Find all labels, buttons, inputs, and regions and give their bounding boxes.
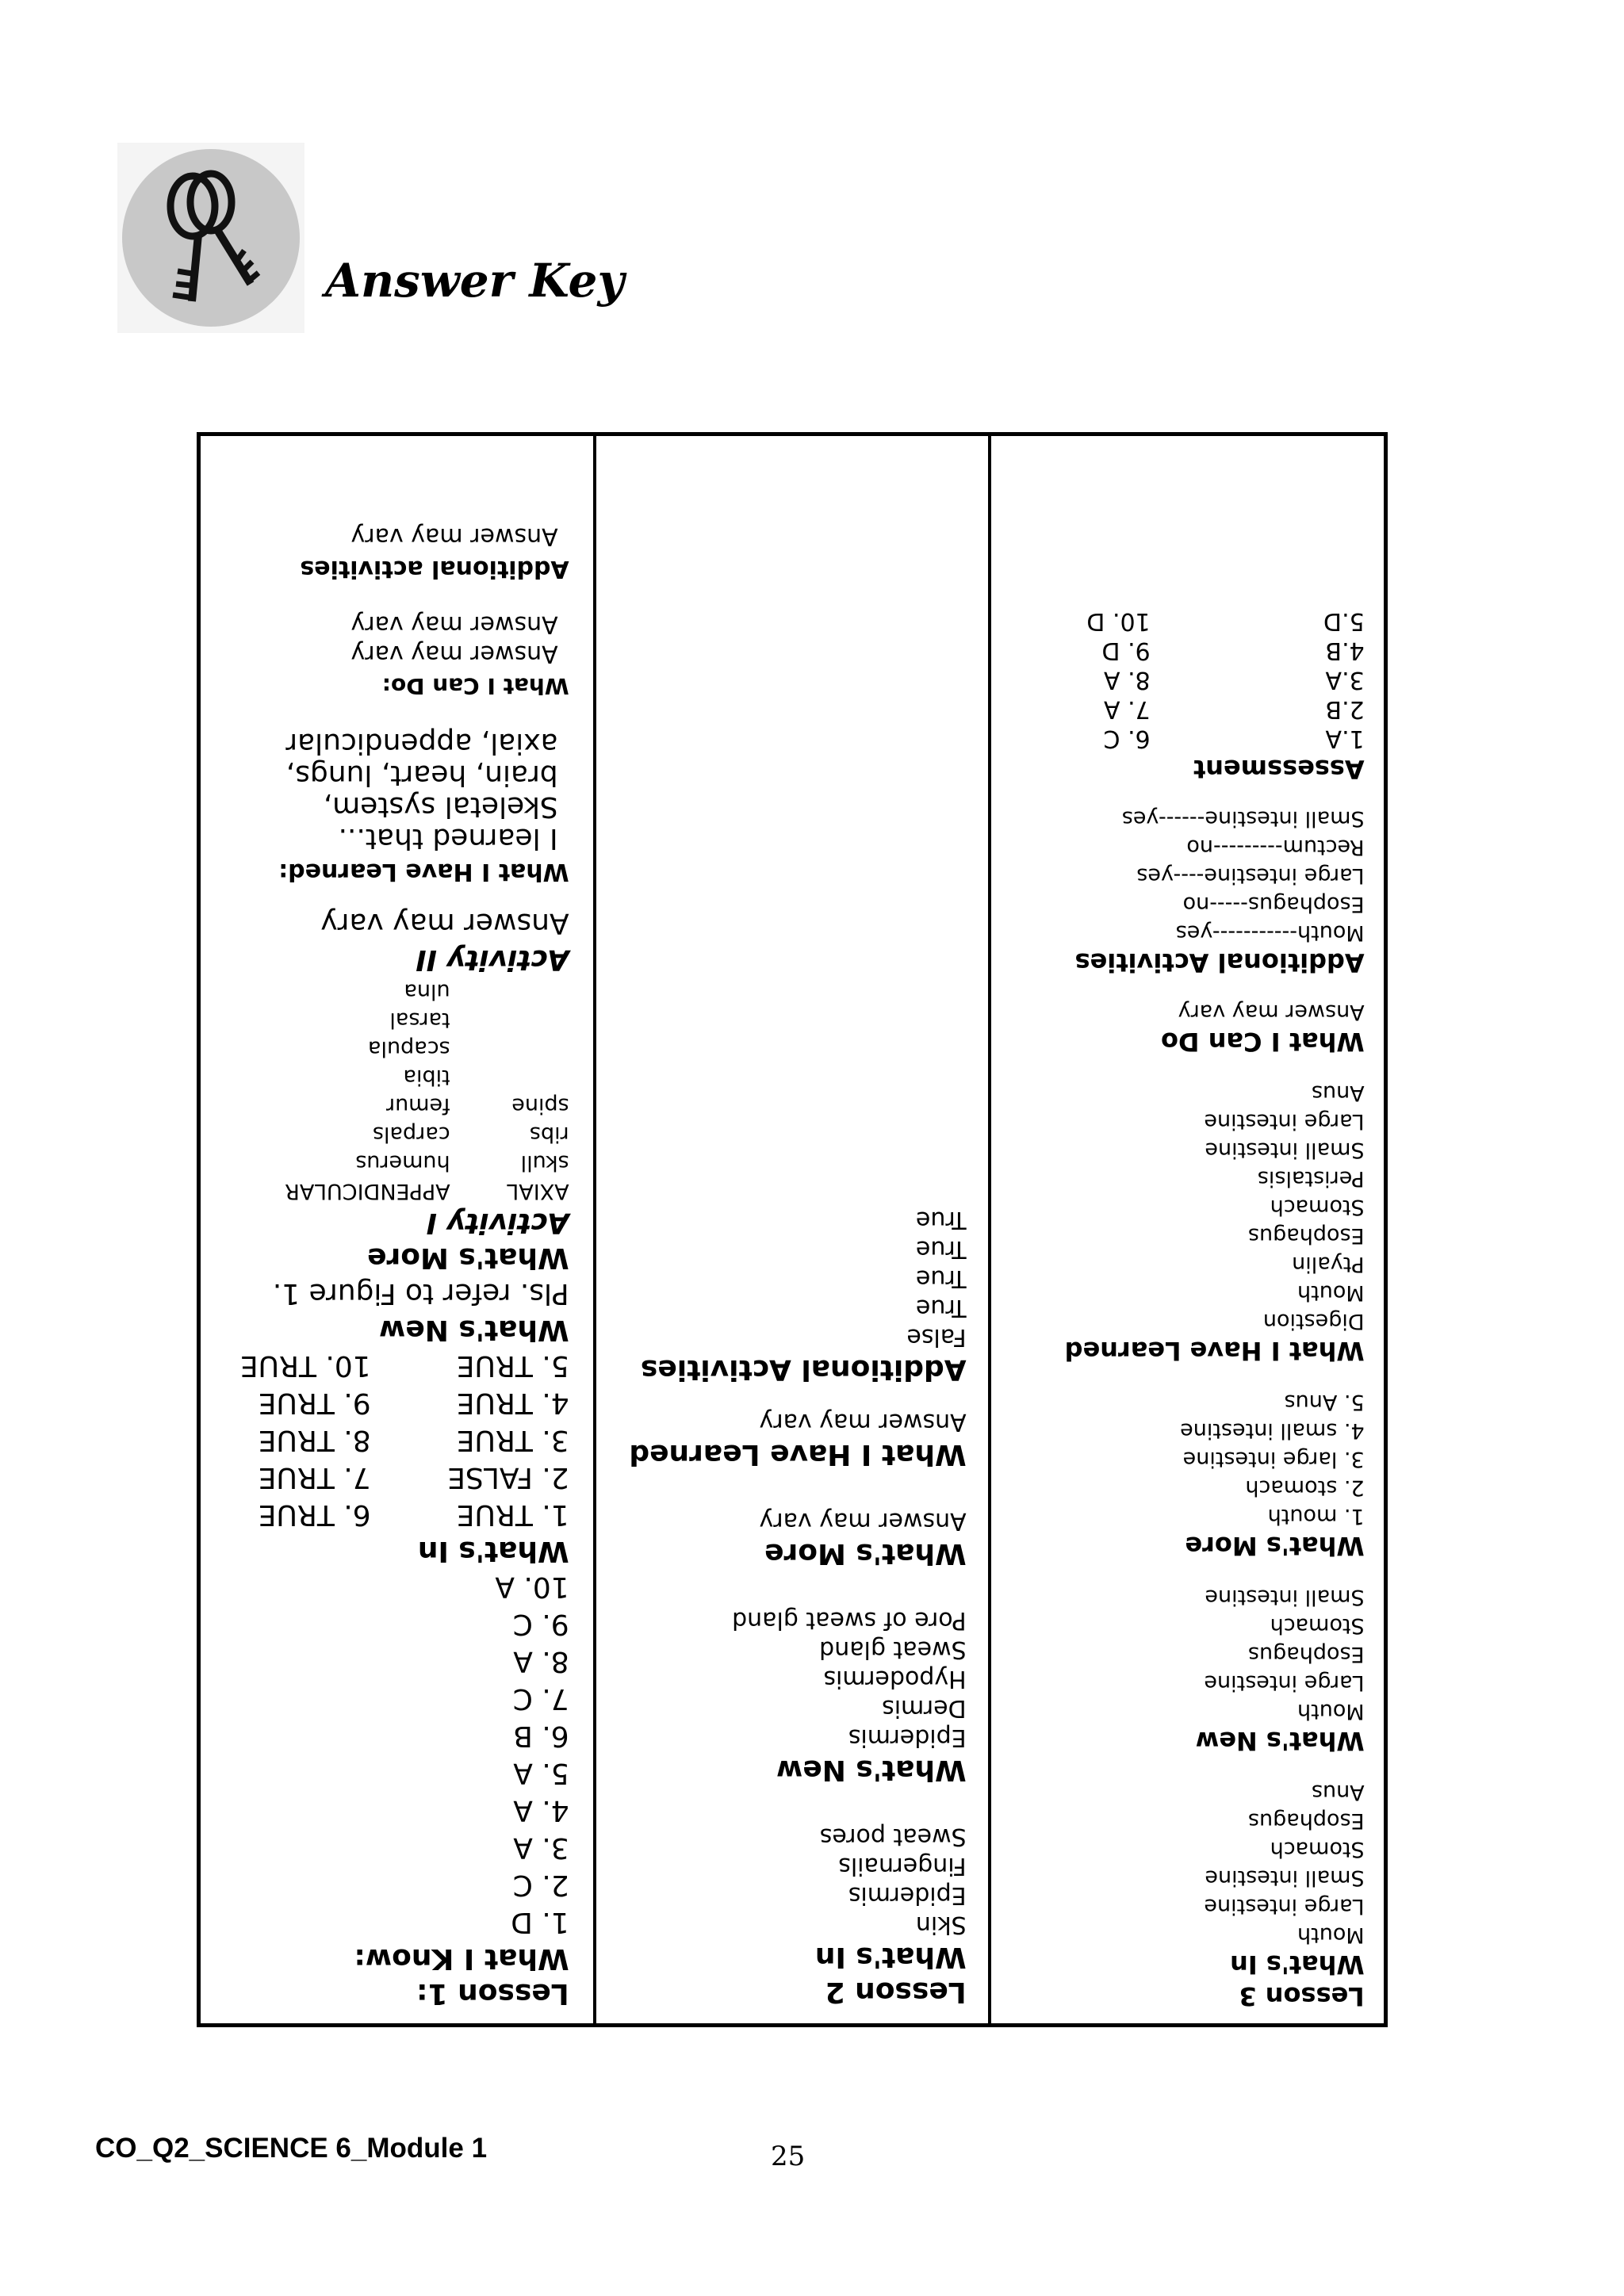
answer-line: Epidermis xyxy=(848,1724,967,1751)
answer-line: Digestion xyxy=(1263,1309,1365,1334)
answer-line: Pls. refer to Figure 1. xyxy=(272,1277,569,1310)
answer-line: 10. D xyxy=(1086,607,1151,635)
answer-line: Dermis xyxy=(881,1694,967,1722)
keys-icon xyxy=(117,143,304,333)
answer-line: 7. A xyxy=(1104,695,1151,723)
answer-line: 2. C xyxy=(512,1869,569,1901)
answer-line: Large intestine xyxy=(1204,1109,1365,1134)
answer-line: Large intestine----yes xyxy=(1136,863,1365,888)
answer-line: Small intestine xyxy=(1205,1866,1365,1890)
answer-line: Esophagus xyxy=(1248,1223,1365,1248)
section-heading: What's More xyxy=(764,1537,967,1570)
answer-line: Hypodermis xyxy=(823,1665,967,1693)
answer-line: 8. A xyxy=(1104,666,1151,694)
answer-line: 5.D xyxy=(1323,607,1365,635)
answer-line: Small intestine xyxy=(1205,1585,1365,1609)
answer-line: 3. large intestine xyxy=(1182,1447,1365,1471)
lesson-title: Lesson 3 xyxy=(1239,1981,1365,2011)
answer-key-table xyxy=(197,432,1388,2027)
answer-line: APPENDICULAR xyxy=(285,1179,450,1203)
answer-line: skull xyxy=(520,1150,569,1175)
answer-line: Small intestine------yes xyxy=(1122,806,1365,831)
answer-line: axial, appendicular xyxy=(285,727,558,760)
lesson-title: Lesson 2 xyxy=(825,1976,967,2008)
answer-line: 5. Anus xyxy=(1284,1390,1365,1414)
answer-line: Large intestine xyxy=(1204,1894,1365,1919)
answer-line: Esophagus xyxy=(1248,1808,1365,1833)
answer-line: 10. TRUE xyxy=(239,1349,371,1382)
answer-line: Esophagus-----no xyxy=(1182,892,1365,916)
answer-line: Small intestine xyxy=(1205,1138,1365,1162)
page-title: Answer Key xyxy=(325,254,625,308)
section-heading: What I Can Do: xyxy=(381,673,569,699)
answer-line: Answer may vary xyxy=(759,1408,967,1436)
answer-line: humerus xyxy=(355,1150,450,1175)
answer-line xyxy=(450,1005,569,1034)
answer-line: Mouth xyxy=(1297,1923,1365,1947)
answer-line: Stomach xyxy=(1270,1613,1365,1638)
section-heading: What I Know: xyxy=(354,1942,569,1975)
answer-line: ulna xyxy=(404,979,450,1004)
answer-line xyxy=(450,1034,569,1062)
section-heading: What's New xyxy=(1196,1726,1365,1756)
answer-line: Answer may vary xyxy=(1178,1000,1365,1024)
answer-line: True xyxy=(915,1206,967,1234)
section-heading: What's New xyxy=(776,1754,967,1786)
answer-line: Answer may vary xyxy=(350,640,558,668)
section-heading: What I Can Do xyxy=(1161,1027,1365,1057)
answer-line: Ptyalin xyxy=(1292,1252,1365,1276)
answer-line: Skin xyxy=(915,1911,967,1938)
answer-line: 3. TRUE xyxy=(456,1424,569,1456)
answer-line: 2.B xyxy=(1325,695,1365,723)
answer-line: tarsal xyxy=(389,1008,450,1032)
answer-line: 1. TRUE xyxy=(456,1498,569,1531)
page-number: 25 xyxy=(771,2141,806,2172)
lesson-3-column xyxy=(988,436,1384,2023)
section-heading: What's In xyxy=(417,1535,569,1567)
answer-line: 8. TRUE xyxy=(258,1424,371,1456)
answer-line: 4. TRUE xyxy=(456,1387,569,1419)
answer-line: 3.A xyxy=(1325,666,1365,694)
answer-line: carpals xyxy=(372,1122,450,1146)
answer-line: I learned that... xyxy=(338,822,558,855)
answer-line: 4. small intestine xyxy=(1180,1418,1365,1443)
answer-line: scapula xyxy=(367,1036,450,1061)
answer-line: 1. mouth xyxy=(1268,1504,1365,1529)
section-heading: What I Have Learned xyxy=(1064,1336,1365,1366)
answer-line: Epidermis xyxy=(848,1881,967,1909)
section-heading: Additional activities xyxy=(300,555,569,583)
answer-line xyxy=(450,977,569,1005)
answer-line: Pore of sweat gland xyxy=(731,1606,967,1634)
module-footer: CO_Q2_SCIENCE 6_Module 1 xyxy=(95,2133,488,2164)
section-heading: Additional Activities xyxy=(640,1353,967,1386)
answer-line: tibia xyxy=(403,1065,450,1089)
answer-line: 2. FALSE xyxy=(447,1461,569,1494)
section-heading: What's In xyxy=(1230,1950,1365,1980)
answer-line: 3. A xyxy=(513,1831,569,1864)
answer-line: spine xyxy=(511,1093,569,1118)
section-heading: What I Have Learned: xyxy=(278,858,569,886)
section-heading: Activity I xyxy=(426,1207,569,1239)
answer-line: 6. C xyxy=(1103,725,1151,752)
section-heading: Activity II xyxy=(416,943,569,976)
answer-line: Mouth xyxy=(1297,1699,1365,1724)
answer-line: 7. TRUE xyxy=(258,1461,371,1494)
lesson-1-column xyxy=(201,436,593,2023)
answer-line: 7. C xyxy=(512,1682,569,1715)
answer-line: Mouth xyxy=(1297,1280,1365,1305)
answer-line: 9. D xyxy=(1101,637,1151,664)
answer-line: True xyxy=(915,1265,967,1292)
section-heading: Additional Activities xyxy=(1074,947,1365,978)
answer-line: False xyxy=(906,1323,967,1351)
answer-line: True xyxy=(915,1235,967,1263)
answer-line: Sweat gland xyxy=(818,1636,967,1663)
answer-line: 2. stomach xyxy=(1245,1475,1365,1500)
lesson-2-column xyxy=(593,436,989,2023)
answer-line: ribs xyxy=(529,1122,569,1146)
answer-line: True xyxy=(915,1294,967,1322)
section-heading: Assessment xyxy=(1193,754,1365,784)
answer-line: Stomach xyxy=(1270,1837,1365,1862)
section-heading: What's New xyxy=(379,1314,569,1346)
section-heading: What's More xyxy=(367,1242,569,1274)
answer-line: Stomach xyxy=(1270,1195,1365,1219)
lesson-title: Lesson 1: xyxy=(416,1977,569,2010)
answer-line: 4. A xyxy=(513,1794,569,1827)
answer-line: 10. A xyxy=(495,1571,569,1603)
answer-line: femur xyxy=(386,1093,450,1118)
answer-line: Answer may vary xyxy=(759,1507,967,1535)
answer-line: Rectum---------no xyxy=(1186,835,1365,859)
section-heading: What's More xyxy=(1185,1531,1365,1561)
answer-line: 6. TRUE xyxy=(258,1498,371,1531)
answer-line: Large intestine xyxy=(1204,1670,1365,1695)
answer-line: Answer may vary xyxy=(320,907,569,939)
answer-line: 9. TRUE xyxy=(258,1387,371,1419)
answer-line: Answer may vary xyxy=(350,610,558,638)
answer-key-logo xyxy=(117,143,304,333)
answer-line: Anus xyxy=(1312,1780,1365,1804)
answer-line: Sweat pores xyxy=(819,1823,967,1850)
answer-line xyxy=(450,1062,569,1091)
answer-line: Skeletal system, xyxy=(323,790,558,823)
answer-line: 4.B xyxy=(1325,637,1365,664)
answer-line: 5. A xyxy=(513,1757,569,1789)
section-heading: What I Have Learned xyxy=(628,1438,967,1471)
section-heading: What's In xyxy=(814,1941,967,1973)
answer-line: 8. A xyxy=(513,1645,569,1678)
answer-line: 1.A xyxy=(1325,725,1365,752)
answer-line: Mouth-----------yes xyxy=(1176,920,1365,945)
answer-line: Anus xyxy=(1312,1081,1365,1105)
answer-line: Answer may vary xyxy=(350,522,558,550)
answer-line: 5. TRUE xyxy=(456,1349,569,1382)
answer-line: brain, heart, lungs, xyxy=(285,759,558,791)
answer-line: 9. C xyxy=(512,1608,569,1640)
answer-line: Peristalsis xyxy=(1258,1166,1365,1191)
answer-line: AXIAL xyxy=(507,1179,569,1203)
answer-line: Esophagus xyxy=(1248,1642,1365,1667)
answer-line: 6. B xyxy=(513,1720,569,1752)
answer-line: 1. D xyxy=(511,1906,569,1938)
answer-line: Fingernails xyxy=(837,1852,967,1880)
